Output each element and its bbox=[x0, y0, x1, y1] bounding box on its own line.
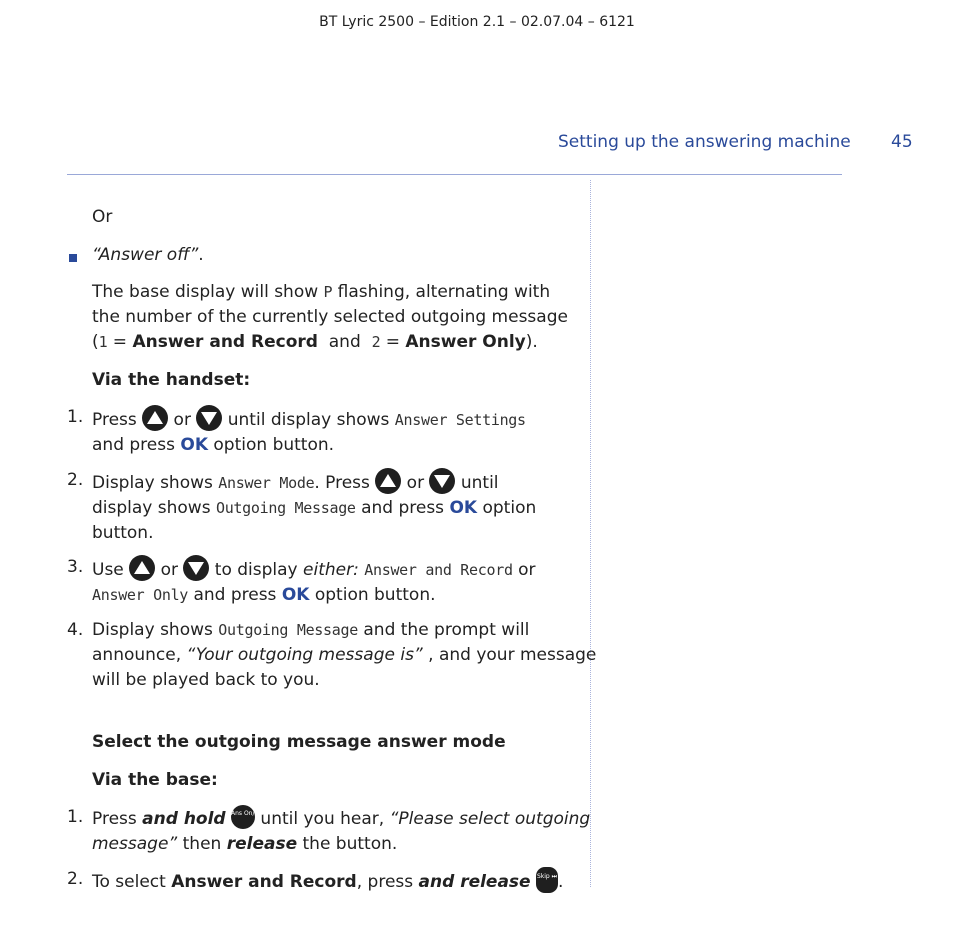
text: flashing, alternating with bbox=[332, 282, 551, 302]
text: until display shows bbox=[222, 410, 395, 430]
text: option bbox=[477, 498, 537, 518]
text: , and your message bbox=[422, 645, 597, 665]
text: Display shows bbox=[92, 473, 219, 493]
text: or bbox=[168, 410, 197, 430]
step-number: 1. bbox=[67, 807, 84, 827]
bullet-square-icon bbox=[69, 254, 77, 262]
either-text: either: bbox=[303, 560, 359, 580]
text: and press bbox=[92, 435, 181, 455]
text: the button. bbox=[297, 834, 398, 854]
mode-answer-and-record: Answer and Record bbox=[132, 332, 318, 352]
down-arrow-button-icon bbox=[429, 468, 455, 494]
via-handset-text: Via the handset: bbox=[92, 370, 251, 390]
edition-line: BT Lyric 2500 – Edition 2.1 – 02.07.04 – 6121 bbox=[319, 14, 635, 30]
section-heading-text: Select the outgoing message answer mode bbox=[92, 732, 506, 752]
via-base-text: Via the base: bbox=[92, 770, 218, 790]
text: ). bbox=[525, 332, 538, 352]
handset-step-2 bbox=[92, 468, 572, 546]
and-release-text: and release bbox=[418, 872, 531, 892]
text: and press bbox=[355, 498, 450, 518]
text: or bbox=[155, 560, 184, 580]
step-number: 1. bbox=[67, 407, 84, 427]
skip-label: Skip ⏭ bbox=[536, 873, 558, 880]
or-line bbox=[92, 205, 572, 230]
handset-step-4 bbox=[92, 618, 597, 693]
display-text: Answer Mode bbox=[218, 474, 315, 492]
prompt-quote: “Your outgoing message is” bbox=[186, 645, 423, 665]
or-text: Or bbox=[92, 207, 113, 227]
text: The base display will show bbox=[92, 282, 324, 302]
display-text: Answer and Record bbox=[364, 561, 513, 579]
answer-off-quote: “Answer off” bbox=[92, 245, 199, 265]
section-title: Setting up the answering machine bbox=[558, 132, 851, 152]
text: Press bbox=[92, 410, 143, 430]
text: until bbox=[455, 473, 499, 493]
text: To select bbox=[92, 872, 172, 892]
ans-on-off-button-icon bbox=[231, 805, 264, 829]
text: option button. bbox=[208, 435, 335, 455]
text: or bbox=[401, 473, 430, 493]
text: = bbox=[380, 332, 406, 352]
text: button. bbox=[92, 523, 154, 543]
text: to display bbox=[209, 560, 304, 580]
mode-answer-and-record: Answer and Record bbox=[171, 872, 357, 892]
answer-off-item bbox=[92, 243, 572, 268]
text: and the prompt will bbox=[357, 620, 530, 640]
up-arrow-button-icon bbox=[129, 555, 155, 581]
ok-label: OK bbox=[281, 585, 310, 605]
text: and bbox=[317, 332, 372, 352]
ok-label: OK bbox=[449, 498, 478, 518]
text: option button. bbox=[309, 585, 436, 605]
down-arrow-button-icon bbox=[196, 405, 222, 431]
text: Display shows bbox=[92, 620, 219, 640]
skip-button-icon bbox=[536, 867, 558, 893]
text: the number of the currently selected outgoing message bbox=[92, 307, 568, 327]
display-text: Answer Settings bbox=[394, 411, 526, 429]
display-text: Outgoing Message bbox=[215, 499, 356, 517]
text: until you hear, bbox=[255, 809, 390, 829]
base-display-paragraph bbox=[92, 280, 572, 355]
text: Press bbox=[92, 809, 143, 829]
text: or bbox=[512, 560, 536, 580]
base-step-2 bbox=[92, 867, 572, 895]
display-text: Outgoing Message bbox=[218, 621, 358, 639]
step-number: 3. bbox=[67, 557, 84, 577]
text: then bbox=[177, 834, 227, 854]
prompt-quote: message” bbox=[92, 834, 178, 854]
page-number: 45 bbox=[891, 132, 913, 152]
mode-answer-only: Answer Only bbox=[405, 332, 526, 352]
via-base-heading bbox=[92, 768, 572, 793]
text: display shows bbox=[92, 498, 216, 518]
prompt-quote: “Please select outgoing bbox=[389, 809, 591, 829]
text: = bbox=[107, 332, 133, 352]
base-step-1 bbox=[92, 805, 591, 857]
step-number: 2. bbox=[67, 869, 84, 889]
display-text: 2 bbox=[371, 333, 381, 351]
text: ( bbox=[92, 332, 99, 352]
release-text: release bbox=[226, 834, 298, 854]
step-number: 4. bbox=[67, 620, 84, 640]
up-arrow-button-icon bbox=[375, 468, 401, 494]
text: Use bbox=[92, 560, 130, 580]
step-number: 2. bbox=[67, 470, 84, 490]
text: announce, bbox=[92, 645, 187, 665]
answer-off-tail: . bbox=[198, 245, 204, 265]
section-heading bbox=[92, 730, 572, 755]
via-handset-heading bbox=[92, 368, 572, 393]
handset-step-1 bbox=[92, 405, 572, 458]
down-arrow-button-icon bbox=[183, 555, 209, 581]
display-text: 1 bbox=[98, 333, 108, 351]
display-text: Answer Only bbox=[92, 586, 189, 604]
text: . bbox=[558, 872, 564, 892]
text: . Press bbox=[314, 473, 376, 493]
and-hold-text: and hold bbox=[142, 809, 226, 829]
up-arrow-button-icon bbox=[142, 405, 168, 431]
text: , press bbox=[356, 872, 419, 892]
ans-on-off-label: Ans On/Off bbox=[231, 810, 264, 817]
handset-step-3 bbox=[92, 555, 572, 608]
ok-label: OK bbox=[180, 435, 208, 455]
display-text: P bbox=[323, 283, 333, 301]
text: will be played back to you. bbox=[92, 670, 320, 690]
text: and press bbox=[188, 585, 282, 605]
